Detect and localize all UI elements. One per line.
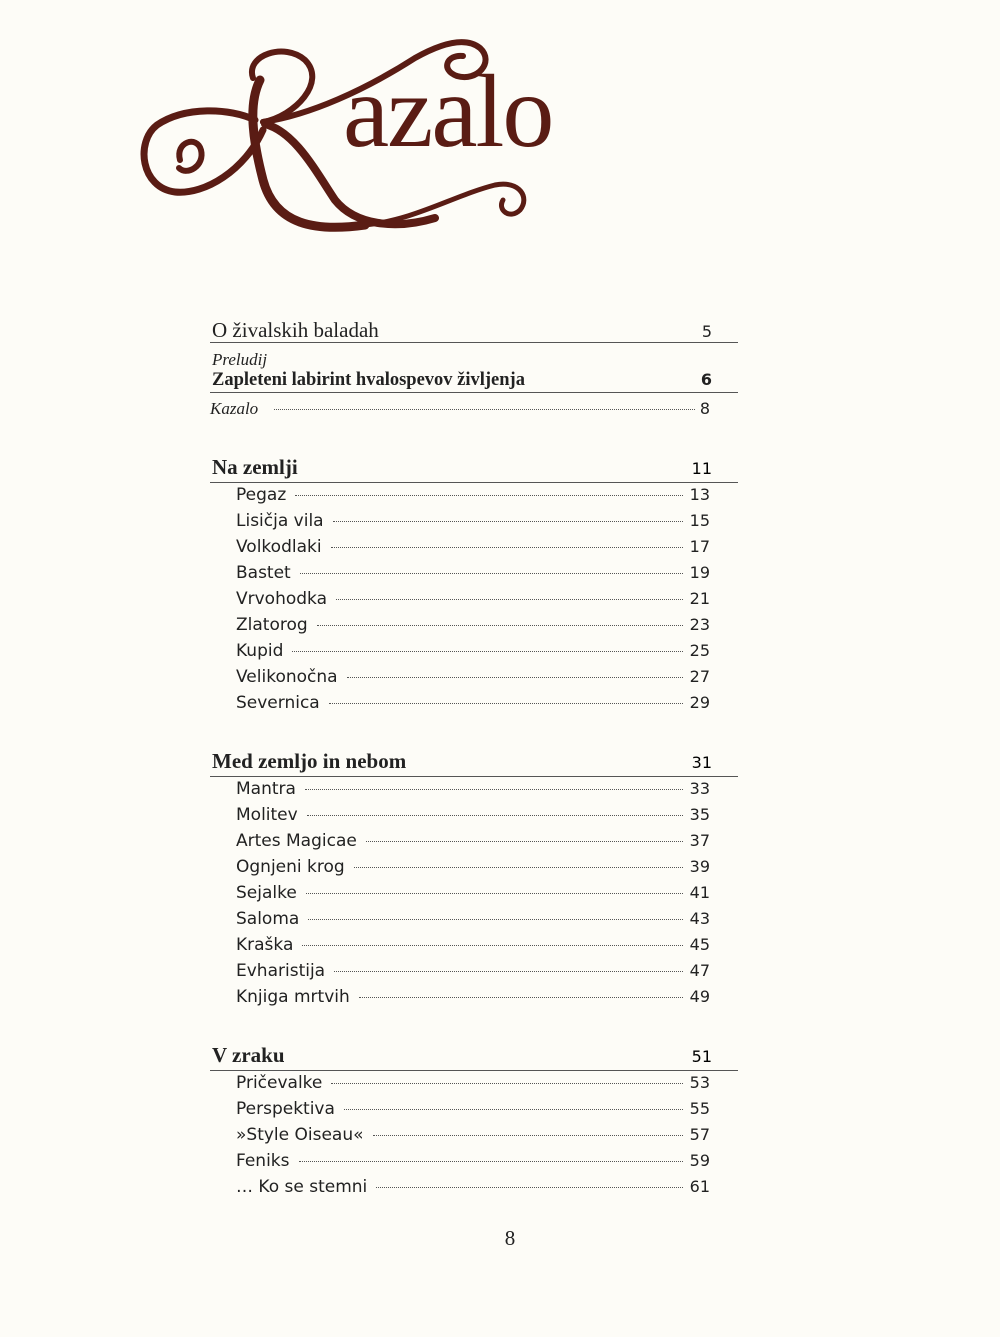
toc-entry-page: 13 <box>689 485 710 504</box>
toc-entry-page: 15 <box>689 511 710 530</box>
toc-entry[interactable] <box>210 1099 738 1125</box>
dot-leader <box>305 789 683 790</box>
dot-leader <box>336 599 683 600</box>
toc-entry[interactable] <box>210 641 738 667</box>
toc-entry[interactable] <box>210 589 738 615</box>
title-text: azalo <box>343 54 553 169</box>
dot-leader <box>359 997 683 998</box>
toc-entry-page: 61 <box>689 1177 710 1196</box>
toc-entry[interactable] <box>210 485 738 511</box>
toc-entry-page: 59 <box>689 1151 710 1170</box>
dot-leader <box>376 1187 683 1188</box>
toc-section-heading[interactable] <box>210 749 738 777</box>
toc-entry-page: 8 <box>699 399 710 418</box>
page-number: 8 <box>504 1226 516 1250</box>
toc-entry-label: Saloma <box>236 909 300 929</box>
toc-entry[interactable] <box>210 779 738 805</box>
toc-entry-page: 41 <box>689 883 710 902</box>
toc-entry-label: Velikonočna <box>236 667 338 687</box>
toc-section <box>210 455 738 719</box>
dot-leader <box>307 815 683 816</box>
toc-entry-page: 29 <box>689 693 710 712</box>
dot-leader <box>300 573 683 574</box>
section-page: 31 <box>691 753 712 772</box>
dot-leader <box>334 971 683 972</box>
toc-entry-label: Sejalke <box>236 883 297 903</box>
toc-entry[interactable] <box>210 961 738 987</box>
dot-leader <box>274 409 695 410</box>
toc-entry-page: 27 <box>689 667 710 686</box>
toc-sections <box>210 455 738 1203</box>
toc-section <box>210 749 738 1013</box>
toc-entry-label: Pričevalke <box>236 1073 323 1093</box>
toc-entry[interactable] <box>210 1125 738 1151</box>
toc-entry[interactable] <box>210 1177 738 1203</box>
toc-entry-list <box>210 1073 738 1203</box>
dot-leader <box>306 893 683 894</box>
table-of-contents <box>210 318 738 1203</box>
dot-leader <box>347 677 683 678</box>
dot-leader <box>373 1135 683 1136</box>
toc-entry-label: O živalskih baladah <box>212 318 379 342</box>
toc-section <box>210 1043 738 1203</box>
toc-entry-label: Volkodlaki <box>236 537 322 557</box>
toc-entry[interactable] <box>210 857 738 883</box>
toc-entry-list <box>210 779 738 1013</box>
toc-entry-label: … Ko se stemni <box>236 1177 368 1197</box>
toc-entry[interactable] <box>210 805 738 831</box>
toc-entry[interactable] <box>210 987 738 1013</box>
dot-leader <box>366 841 683 842</box>
toc-entry-page: 33 <box>689 779 710 798</box>
toc-entry[interactable] <box>210 693 738 719</box>
toc-entry[interactable] <box>210 563 738 589</box>
toc-entry-label: Knjiga mrtvih <box>236 987 350 1007</box>
toc-entry[interactable] <box>210 511 738 537</box>
toc-entry-page: 39 <box>689 857 710 876</box>
dot-leader <box>331 547 683 548</box>
dot-leader <box>308 919 683 920</box>
dot-leader <box>331 1083 683 1084</box>
toc-entry[interactable] <box>210 615 738 641</box>
toc-entry-label: Kraška <box>236 935 294 955</box>
toc-entry-page: 19 <box>689 563 710 582</box>
toc-entry[interactable] <box>210 1151 738 1177</box>
section-title: Med zemljo in nebom <box>212 749 407 773</box>
toc-entry-label: »Style Oiseau« <box>236 1125 364 1145</box>
dot-leader <box>354 867 683 868</box>
toc-entry-label: Mantra <box>236 779 296 799</box>
dot-leader <box>329 703 683 704</box>
toc-entry-page: 53 <box>689 1073 710 1092</box>
preludij-label: Preludij <box>212 350 268 369</box>
toc-entry-label: Ognjeni krog <box>236 857 345 877</box>
toc-entry-label: Vrvohodka <box>236 589 328 609</box>
dot-leader <box>302 945 683 946</box>
toc-entry-label: Zapleteni labirint hvalospevov življenja <box>212 370 525 390</box>
toc-entry-page: 6 <box>700 370 712 389</box>
toc-entry-page: 55 <box>689 1099 710 1118</box>
toc-entry[interactable] <box>210 831 738 857</box>
dot-leader <box>299 1161 683 1162</box>
dot-leader <box>317 625 683 626</box>
dot-leader <box>333 521 683 522</box>
toc-entry-page: 47 <box>689 961 710 980</box>
dot-leader <box>292 651 683 652</box>
toc-entry-label: Lisičja vila <box>236 511 324 531</box>
section-page: 51 <box>691 1047 712 1066</box>
toc-entry-label: Kupid <box>236 641 284 661</box>
toc-entry[interactable] <box>210 883 738 909</box>
toc-entry-label: Feniks <box>236 1151 290 1171</box>
toc-entry[interactable] <box>210 667 738 693</box>
toc-entry-page: 17 <box>689 537 710 556</box>
toc-entry-label: Evharistija <box>236 961 326 981</box>
dot-leader <box>295 495 683 496</box>
dot-leader <box>344 1109 683 1110</box>
toc-entry-kazalo[interactable] <box>210 399 738 425</box>
toc-entry-o-zivalskih[interactable] <box>210 318 738 343</box>
toc-entry-label: Kazalo <box>210 399 259 418</box>
toc-entry-label: Bastet <box>236 563 291 583</box>
toc-entry-page: 23 <box>689 615 710 634</box>
toc-entry-page: 57 <box>689 1125 710 1144</box>
toc-entry-label: Perspektiva <box>236 1099 335 1119</box>
toc-entry-label: Molitev <box>236 805 298 825</box>
toc-entry-page: 43 <box>689 909 710 928</box>
toc-entry[interactable] <box>210 537 738 563</box>
toc-entry-label: Artes Magicae <box>236 831 357 851</box>
toc-entry-label: Zlatorog <box>236 615 308 635</box>
toc-entry-page: 25 <box>689 641 710 660</box>
toc-entry-page: 45 <box>689 935 710 954</box>
toc-section-heading[interactable] <box>210 1043 738 1071</box>
toc-entry[interactable] <box>210 1073 738 1099</box>
toc-entry-page: 37 <box>689 831 710 850</box>
toc-entry[interactable] <box>210 935 738 961</box>
toc-entry-label: Severnica <box>236 693 320 713</box>
section-title: Na zemlji <box>212 455 298 479</box>
page-title <box>135 20 595 240</box>
toc-entry-page: 49 <box>689 987 710 1006</box>
toc-entry-page: 21 <box>689 589 710 608</box>
section-title: V zraku <box>212 1043 285 1067</box>
toc-section-heading[interactable] <box>210 455 738 483</box>
section-page: 11 <box>691 459 712 478</box>
toc-entry-zapleteni[interactable] <box>210 370 738 393</box>
toc-entry-list <box>210 485 738 719</box>
toc-entry-page: 5 <box>701 322 712 341</box>
toc-entry[interactable] <box>210 909 738 935</box>
toc-entry-page: 35 <box>689 805 710 824</box>
toc-entry-label: Pegaz <box>236 485 287 505</box>
